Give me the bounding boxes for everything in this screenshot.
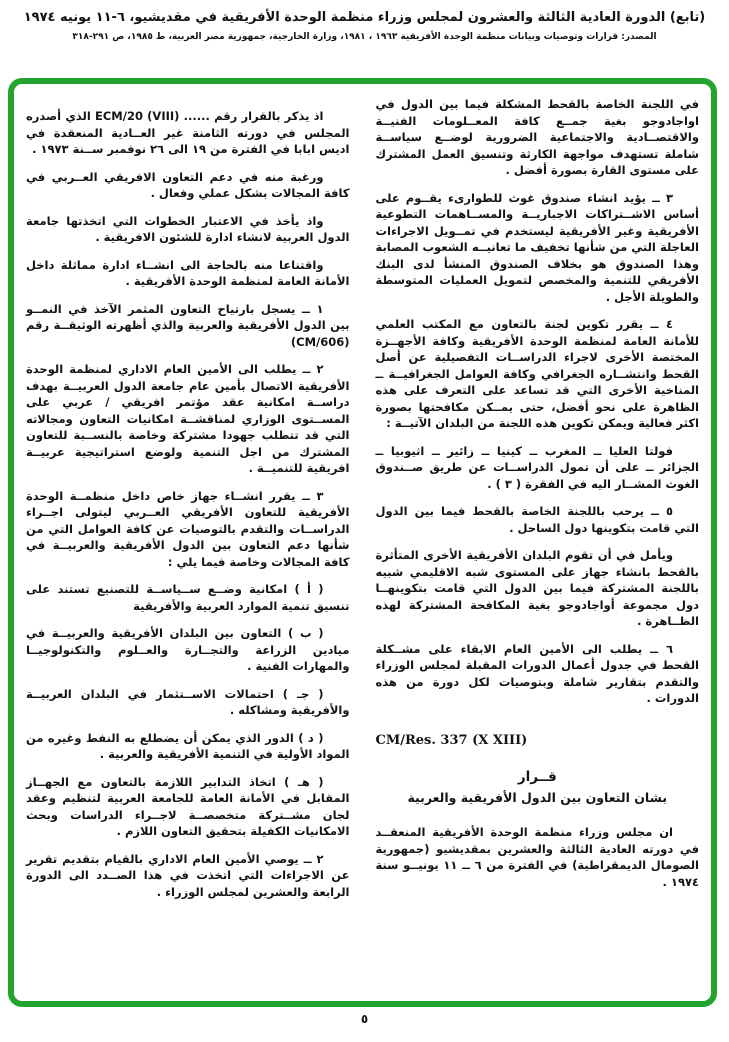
page-number: ٥ xyxy=(360,1012,369,1026)
right-column xyxy=(376,96,700,991)
paragraph-item-5: ٥ ــ يرحب باللجنة الخاصة بالقحط فيما بين الدول التي قامت بتكوينها دول الساحل . xyxy=(375,504,699,535)
paragraph-countries-list: فولتا العليا ــ المغرب ــ كينيا ــ زائير ــ اثيوبيا ــ الجزائر ــ على أن تمول الدراســات عن طريق صــندوق الغوث المشــار اليه في الفقرة ( ٣ ) . xyxy=(375,443,699,491)
paragraph-recalling-resolution: اذ يذكر بالقرار رقم ...... ECM/20 (VIII) الذي أصدره المجلس في دورته الثامنة غير العــادية المنعقدة في اديس ابابا في الفترة من ١٩ الى ٢٦ نوفمبر ســنة ١٩٧٣ . xyxy=(26,109,350,156)
paragraph-subitem-b: ( ب ) التعاون بين البلدان الأفريقية والعربيــة في ميادين الزراعة والتجــارة والعــلوم والتكنولوجيــا والمهارات الفنية . xyxy=(26,626,350,673)
paragraph-subitem-d: ( د ) الدور الذي يمكن أن يضطلع به النفط وغيره من المواد الأولية في التنمية الأفريقية والعربية . xyxy=(26,730,350,761)
source-citation: المصدر: قرارات وتوصيات وبيانات منظمة الوحدة الأفريقية ١٩٦٣ ، ١٩٨١، وزارة الخارجية، جمهورية مصر العربية، ط ١٩٨٥، ص ٢٩١-٣١٨ xyxy=(72,31,657,42)
green-border-frame xyxy=(8,78,717,1007)
decision-title: قــرار xyxy=(517,769,557,785)
resolution-reference: CM/Res. 337 (X XIII) xyxy=(375,732,528,748)
two-column-layout xyxy=(14,84,711,1001)
paragraph-item-6: ٦ ــ يطلب الى الأمين العام الابقاء على مشــكلة القحط في جدول أعمال الدورات المقبلة لمجلس الوزراء والتقدم بتقارير شاملة وبتوصيات لكل دورة من هذه الدورات . xyxy=(375,641,699,705)
paragraph-council-preamble: ان مجلس وزراء منظمة الوحدة الأفريقية المنعقــد في دورته العادية الثالثة والعشرين بمقديشيو (جمهورية الصومال الديمقراطية) في الفترة من ٦ ــ ١١ يونيــو سنة ١٩٧٤ . xyxy=(375,825,699,889)
paragraph-item-4: ٤ ــ يقرر تكوين لجنة بالتعاون مع المكتب العلمي للأمانة العامة لمنظمة الوحدة الأفريقية وكافة الأجهــزة المختصة الأخرى لاجراء الدراســات التفصيلية عن أصل القحط وانتشــاره الجغرافي وكافة العوامل الجغرافيــة ــ المناخية الأخرى التي قد تساعد على التعرف على هذه الظاهرة على نحو أفضل، حتى يمــكن مكافحتها بصورة اكثر فعالية ويمكن تكوين هذه اللجنة من البلدان الآتيــة : xyxy=(375,317,699,430)
paragraph-subitem-e: ( هـ ) اتخاذ التدابير اللازمة بالتعاون مع الجهــاز المقابل في الأمانة العامة للجامعة العربية لتنظيم وعقد لجان مشــتركة متخصصــة لاجــراء الدراسات وبحث الامكانيات الكفيلة بتحقيق التعاون اللازم . xyxy=(26,774,350,838)
paragraph-desire-cooperation: ورغبة منه في دعم التعاون الافريقي العــربي في كافة المجالات بشكل عملي وفعال . xyxy=(26,169,350,200)
paragraph-subitem-a: ( أ ) امكانية وضــع ســياســة للتصنيع تستند على تنسيق تنمية الموارد العربية والأفريقية xyxy=(26,582,350,613)
decision-subject: بشان التعاون بين الدول الأفريقية والعربية xyxy=(407,789,668,805)
paragraph-conviction: واقتناعا منه بالحاجة الى انشــاء ادارة مماثلة داخل الأمانة العامة لمنظمة الوحدة الأفريقية . xyxy=(26,257,350,288)
document-header xyxy=(0,8,729,42)
left-column xyxy=(26,96,350,991)
paragraph-drought-committee: في اللجنة الخاصة بالقحط المشكلة فيما بين الدول في اواجادوجو بغية جمــع كافة المعــلومات الفنيــة والاقتصــادية والاجتماعية الضرورية لوضــع سياســة شاملة تستهدف مواجهة الكارثة وتنسيق العمل المشترك على مستوى القارة بصورة أفضل . xyxy=(375,97,699,177)
paragraph-final-recommendation: ٢ ــ يوصي الأمين العام الاداري بالقيام بتقديم تقرير عن الاجراءات التي اتخذت في هذا الصــدد الى الدورة الرابعة والعشرين لمجلس الوزراء . xyxy=(26,851,350,899)
paragraph-considering-steps: واذ يأخذ في الاعتبار الخطوات التي اتخذتها جامعة الدول العربية لانشاء ادارة للشئون الافريقية . xyxy=(26,213,350,244)
paragraph-item-2: ٢ ــ يطلب الى الأمين العام الاداري لمنظمة الوحدة الأفريقية الاتصال بأمين عام جامعة الدول العربيــة بهدف دراســة امكانية عقد مؤتمر افريقي / عربي على المســتوى الوزاري لمناقشــة امكانيات التعاون ومجالاته التي قد تتطلب جهودا مشتركة وخاصة بالنســبة للتعاون المشترك من اجل التنمية ولوضع استراتيجية عربيــة افريقية للتنميــة . xyxy=(26,362,350,475)
paragraph-item-3: ٣ ــ يؤيد انشاء صندوق غوث للطوارىء يقــوم على أساس الاشــتراكات الاجباريــة والمســاهمات التطوعية الأفريقية وغير الأفريقية ليستخدم في تمــويل الاجراءات العاجلة التي من شأنها تخفيف ما تعانيــه الشعوب المصابة وهذا الصندوق هو بخلاف الصندوق المنشأ لدى البنك الأفريقي للتنمية والمخصص لتمويل العمليات المتوسطة والطويلة الأجل . xyxy=(375,190,699,304)
paragraph-item-1: ١ ــ يسجل بارتياح التعاون المثمر الآخذ في النمــو بين الدول الأفريقية والعربية والذي أظهرته الوثيقــة رقم (CM/606) xyxy=(26,301,350,349)
session-title: (تابع) الدورة العادية الثالثة والعشرون لمجلس وزراء منظمة الوحدة الأفريقية في مقديشيو، ٦-١١ يونيه ١٩٧٤ xyxy=(23,10,706,25)
paragraph-item-3-left: ٣ ــ يقرر انشــاء جهاز خاص داخل منظمــة الوحدة الأفريقية للتعاون الأفريقي العــربي ليتولى اجــراء الدراســات والتقدم بالتوصيات عن كافة العوامل التي من شأنها دعم التعاون بين الدول الأفريقية والعربيــة في كافة المجالات وخاصة فيما يلي : xyxy=(26,488,350,569)
paragraph-hope: ويأمل في أن تقوم البلدان الأفريقية الأخرى المتأثرة بالقحط بانشاء جهاز على المستوى شبه الاقليمي شبيه باللجنة المشتركة فيما بين الدول التي قامت بتكوينهــا دول مجموعة أواجادوجو بغية المكافحة المشتركة لهذه الظــاهرة . xyxy=(375,548,699,628)
paragraph-subitem-c: ( جـ ) احتمالات الاســتثمار في البلدان العربيــة والأفريقية ومشاكله . xyxy=(26,686,350,717)
